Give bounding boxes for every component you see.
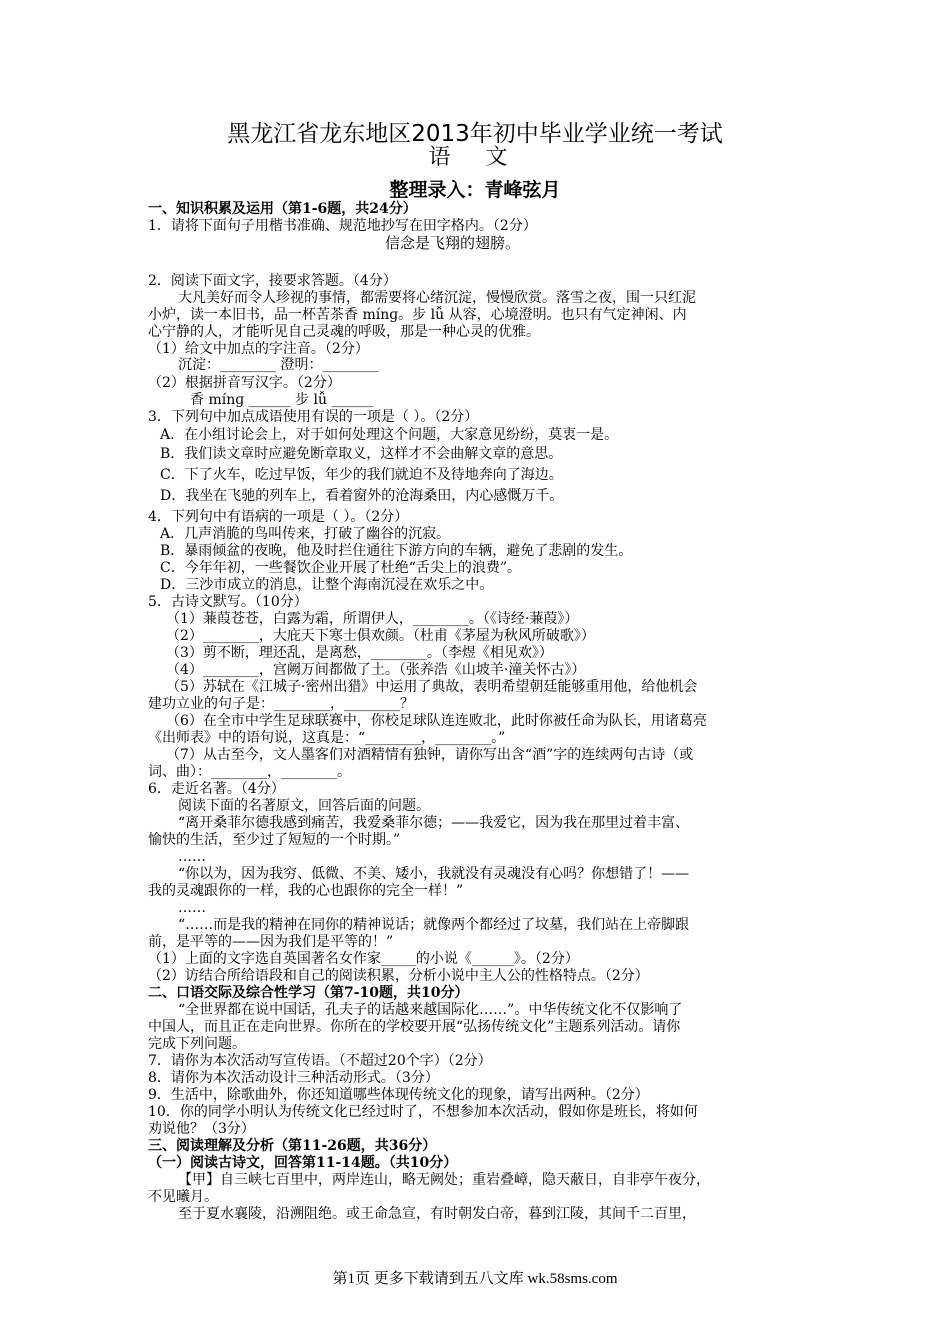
choice-option: C．下了火车，吃过早饭，年少的我们就迫不及待地奔向了海边。 [160,467,563,483]
question-text: 4．下列句中有语病的一项是（ ）。（2分） [148,509,409,525]
sub-question: （6）在全市中学生足球联赛中，你校足球队连连败北，此时你被任命为队长，用诸葛亮 [166,713,707,729]
passage-line: “你以为，因为我穷、低微、不美、矮小，我就没有灵魂没有心吗？你想错了！—— [178,866,690,882]
question-text: 2．阅读下面文字，接要求答题。（4分） [148,273,397,289]
sub-question: （3）剪不断，理还乱，是离愁，________。（李煜《相见欢》） [166,645,553,661]
answer-blank-line: 沉淀：________ 澄明：________ [178,357,379,373]
passage-line: 前，是平等的——因为我们是平等的！” [148,934,394,950]
exam-title: 黑龙江省龙东地区2013年初中毕业学业统一考试 [227,121,723,147]
sub-question: （1）上面的文字选自英国著名女作家_____的小说《______》。（2分） [148,951,579,967]
section-heading: 一、知识积累及运用（第1-6题，共24分） [148,201,417,217]
question-text: 1．请将下面句子用楷书准确、规范地抄写在田字格内。（2分） [148,218,537,234]
sub-question: （1）给文中加点的字注音。（2分） [148,341,369,357]
passage-line: 愉快的生活，至少过了短短的一个时期。” [148,832,401,848]
sub-question: （4）________，宫阙万间都做了土。（张养浩《山坡羊·潼关怀古》） [166,662,586,678]
sub-question: 《出师表》中的语句说，这真是：“________，________。” [148,730,506,746]
passage-line: …… [178,849,206,865]
question-text: 9．生活中，除歌曲外，你还知道哪些体现传统文化的现象，请写出两种。（2分） [148,1087,649,1103]
passage-line: 阅读下面的名著原文，回答后面的问题。 [178,798,430,814]
passage-line: 心宁静的人，才能听见自己灵魂的呼吸，那是一种心灵的优雅。 [148,324,540,340]
passage-line: 【甲】自三峡七百里中，两岸连山，略无阙处；重岩叠嶂，隐天蔽日，自非亭午夜分， [178,1172,710,1188]
choice-option: B．我们读文章时应避免断章取义，这样才不会曲解文章的意思。 [160,446,563,462]
compiler-credit: 整理录入：青峰弦月 [389,179,561,201]
choice-option: B．暴雨倾盆的夜晚，他及时拦住通往下游方向的车辆，避免了悲剧的发生。 [160,543,633,559]
question-text: 7．请你为本次活动写宣传语。（不超过20个字）（2分） [148,1053,492,1069]
passage-line: 至于夏水襄陵，沿溯阻绝。或王命急宣，有时朝发白帝，暮到江陵，其间千二百里， [178,1206,696,1222]
passage-line: …… [178,900,206,916]
choice-option: C．今年年初，一些餐饮企业开展了杜绝“舌尖上的浪费”。 [160,560,522,576]
sub-question: （1）蒹葭苍苍，白露为霜，所谓伊人，________。（《诗经·蒹葭》） [166,611,579,627]
sub-question: （5）苏轼在《江城子·密州出猎》中运用了典故，表明希望朝廷能够重用他，给他机会 [166,679,698,695]
passage-line: 完成下列问题。 [148,1036,246,1052]
question-text: 6．走近名著。（4分） [148,781,285,797]
question-text: 3．下列句中加点成语使用有误的一项是（ ）。（2分） [148,409,479,425]
question-text: 10．你的同学小明认为传统文化已经过时了，不想参加本次活动，假如你是班长，将如何 [148,1104,698,1120]
sub-question: （2）根据拼音写汉字。（2分） [148,375,341,391]
section-heading: 三、阅读理解及分析（第11-26题，共36分） [148,1138,437,1154]
passage-line: “离开桑菲尔德我感到痛苦，我爱桑菲尔德；——我爱它，因为我在那里过着丰富、 [178,815,690,831]
sub-question: （2）________，大庇天下寒士俱欢颜。（杜甫《茅屋为秋风所破歌》） [166,628,595,644]
copy-sentence: 信念是飞翔的翅膀。 [385,234,521,252]
sub-question: （7）从古至今，文人墨客们对酒精情有独钟，请你写出含“酒”字的连续两句古诗（或 [166,747,694,763]
section-heading: 二、口语交际及综合性学习（第7-10题，共10分） [148,985,469,1001]
question-text: 8．请你为本次活动设计三种活动形式。（3分） [148,1070,439,1086]
question-text: 5．古诗文默写。（10分） [148,594,308,610]
sub-question: 建功立业的句子是：________，________？ [148,696,414,712]
passage-line: 大凡美好而令人珍视的事情，都需要将心绪沉淀，慢慢欣赏。落雪之夜，围一只红泥 [178,290,696,306]
passage-line: 中国人，而且正在走向世界。你所在的学校要开展“弘扬传统文化”主题系列活动。请你 [148,1019,681,1035]
choice-option: D．三沙市成立的消息，让整个海南沉浸在欢乐之中。 [160,577,494,593]
question-text: 劝说他？（3分） [148,1121,255,1137]
choice-option: D．我坐在飞驰的列车上，看着窗外的沧海桑田，内心感慨万千。 [160,488,564,504]
passage-line: 不见曦月。 [148,1189,218,1205]
choice-option: A．在小组讨论会上，对于如何处理这个问题，大家意见纷纷，莫衷一是。 [160,427,619,443]
page-footer: 第1页 更多下载请到五八文库 wk.58sms.com [332,1271,618,1287]
passage-line: 小炉，读一本旧书，品一杯苦茶香 mínɡ。步 lǚ 从容，心境澄明。也只有气定神闲、内 [148,307,687,323]
answer-blank-line: 香 mínɡ ______ 步 lǚ ______ [190,392,374,408]
choice-option: A．几声消脆的鸟叫传来，打破了幽谷的沉寂。 [160,526,451,542]
passage-line: “……而是我的精神在同你的精神说话；就像两个都经过了坟墓，我们站在上帝脚跟 [178,917,690,933]
subject-title: 语 文 [428,145,522,170]
subsection-heading: （一）阅读古诗文，回答第11-14题。（共10分） [148,1155,458,1171]
sub-question: 词、曲）：________，________。 [148,764,351,780]
passage-line: 我的灵魂跟你的一样，我的心也跟你的完全一样！” [148,883,464,899]
sub-question: （2）访结合所给语段和自己的阅读积累，分析小说中主人公的性格特点。（2分） [148,968,649,984]
passage-line: “全世界都在说中国话，孔夫子的话越来越国际化……”。中华传统文化不仅影响了 [178,1002,683,1018]
